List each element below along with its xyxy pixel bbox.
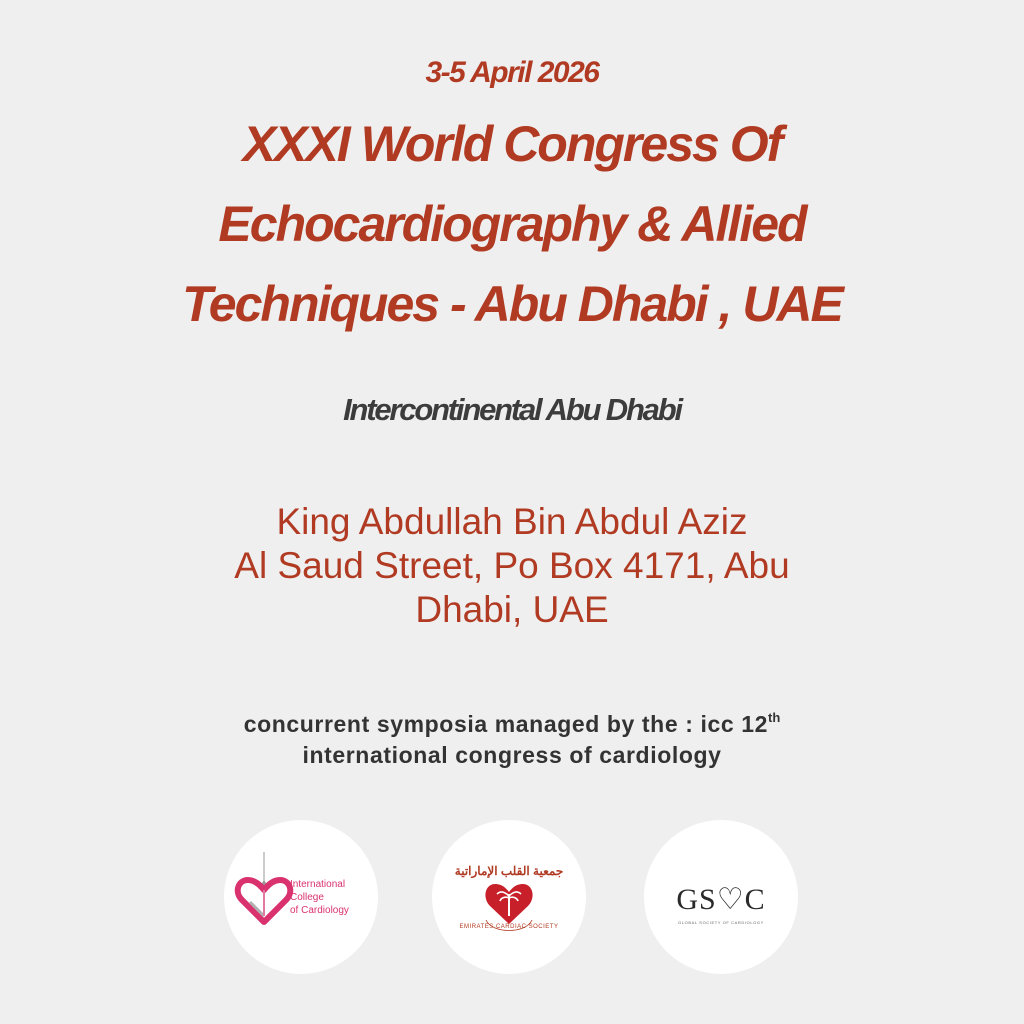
event-title xyxy=(0,104,1024,344)
heart-palm-logo-icon xyxy=(432,820,586,974)
concurrent-symposia-note xyxy=(0,702,1024,771)
icc-text-line-1: International xyxy=(290,879,346,890)
concurrent-line-1 xyxy=(0,702,1024,740)
concurrent-line-1-text: concurrent symposia managed by the : icc 12 xyxy=(243,711,769,737)
icc-text-line-2: College xyxy=(290,892,324,903)
ecs-ring-text: EMIRATES CARDIAC SOCIETY xyxy=(459,924,559,930)
emirates-cardiac-society-logo xyxy=(432,820,586,974)
title-line-2: Echocardiography & Allied xyxy=(218,196,806,252)
address-line-3: Dhabi, UAE xyxy=(415,589,609,630)
gsc-logo xyxy=(644,820,798,974)
ordinal-suffix: th xyxy=(768,710,781,725)
ecs-arabic-text: جمعية القلب الإماراتية xyxy=(454,864,564,878)
gsc-logo-subtext: GLOBAL SOCIETY OF CARDIOLOGY xyxy=(678,920,764,925)
gsc-logo-mark: GS♡C xyxy=(676,883,766,916)
title-line-1: XXXI World Congress Of xyxy=(242,116,782,172)
icc-logo xyxy=(224,820,378,974)
address-line-2: Al Saud Street, Po Box 4171, Abu xyxy=(234,545,790,586)
concurrent-line-2: international congress of cardiology xyxy=(302,742,722,768)
venue-name: Intercontinental Abu Dhabi xyxy=(343,392,681,427)
icc-text-line-3: of Cardiology xyxy=(290,905,349,916)
event-date: 3-5 April 2026 xyxy=(425,56,599,89)
venue-address xyxy=(0,500,1024,632)
icc-logo-text xyxy=(290,878,349,917)
address-line-1: King Abdullah Bin Abdul Aziz xyxy=(276,501,748,542)
title-line-3: Techniques - Abu Dhabi , UAE xyxy=(182,276,842,332)
